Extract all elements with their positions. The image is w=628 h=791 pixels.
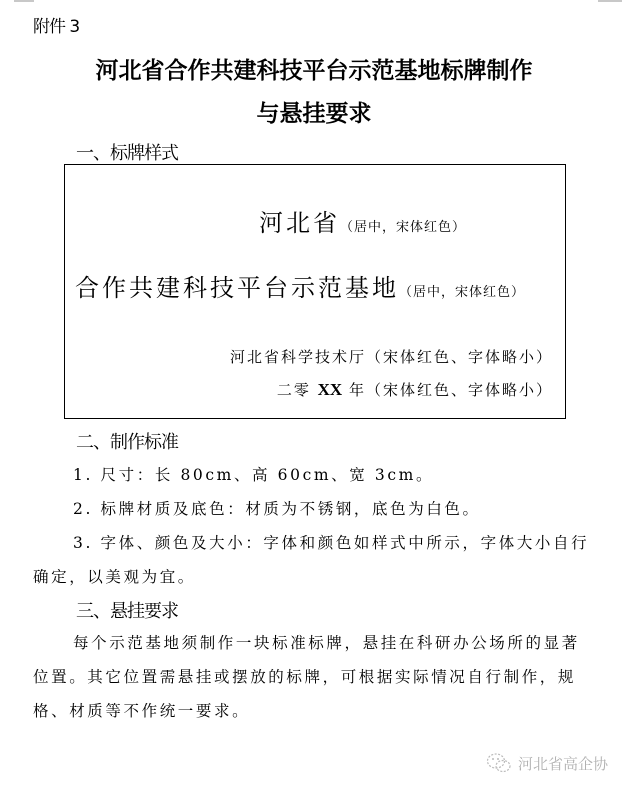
page-corner-mark-left bbox=[14, 0, 34, 2]
page-corner-mark-right bbox=[598, 0, 622, 2]
sign-line-province bbox=[259, 203, 466, 238]
sign-line-base-name bbox=[75, 268, 525, 303]
watermark bbox=[486, 752, 608, 774]
section2-heading: 二、制作标准 bbox=[76, 432, 178, 453]
hanging-paragraph-line1: 每个示范基地须制作一块标准标牌，悬挂在科研办公场所的显著 bbox=[73, 634, 580, 652]
wechat-icon bbox=[486, 752, 512, 774]
sign-year-suffix: 年 bbox=[342, 381, 366, 399]
section1-heading: 一、标牌样式 bbox=[76, 143, 178, 164]
attachment-label: 附件 3 bbox=[33, 17, 80, 37]
standard-item-material: 2. 标牌材质及底色：材质为不锈钢，底色为白色。 bbox=[73, 500, 481, 518]
sign-province-note: （居中，宋体红色） bbox=[340, 220, 467, 235]
sign-year-xx: XX bbox=[317, 380, 343, 399]
sign-line-department bbox=[230, 346, 553, 367]
sign-line-year bbox=[277, 379, 553, 400]
hanging-paragraph-line2: 位置。其它位置需悬挂或摆放的标牌，可根据实际情况自行制作，规 bbox=[33, 668, 577, 686]
hanging-paragraph-line3: 格、材质等不作统一要求。 bbox=[33, 702, 251, 720]
document-title-line1: 河北省合作共建科技平台示范基地标牌制作 bbox=[95, 57, 533, 84]
section3-heading: 三、悬挂要求 bbox=[76, 601, 178, 622]
document-title-line2: 与悬挂要求 bbox=[256, 100, 372, 127]
standard-item-size: 1. 尺寸：长 80cm、高 60cm、宽 3cm。 bbox=[73, 466, 435, 484]
sign-sample-box bbox=[64, 164, 566, 419]
standard-item-font-cont: 确定，以美观为宜。 bbox=[33, 568, 196, 586]
sign-department-text: 河北省科学技术厅 bbox=[229, 348, 366, 366]
sign-base-name-note: （居中，宋体红色） bbox=[399, 285, 526, 300]
watermark-text: 河北省高企协 bbox=[518, 754, 609, 773]
sign-province-text: 河北省 bbox=[259, 209, 340, 237]
sign-department-note: （宋体红色、字体略小） bbox=[365, 348, 553, 366]
sign-year-note: （宋体红色、字体略小） bbox=[365, 381, 553, 399]
sign-year-prefix: 二零 bbox=[276, 381, 318, 399]
sign-base-name-text: 合作共建科技平台示范基地 bbox=[75, 274, 399, 302]
standard-item-font: 3. 字体、颜色及大小：字体和颜色如样式中所示，字体大小自行 bbox=[73, 534, 590, 552]
